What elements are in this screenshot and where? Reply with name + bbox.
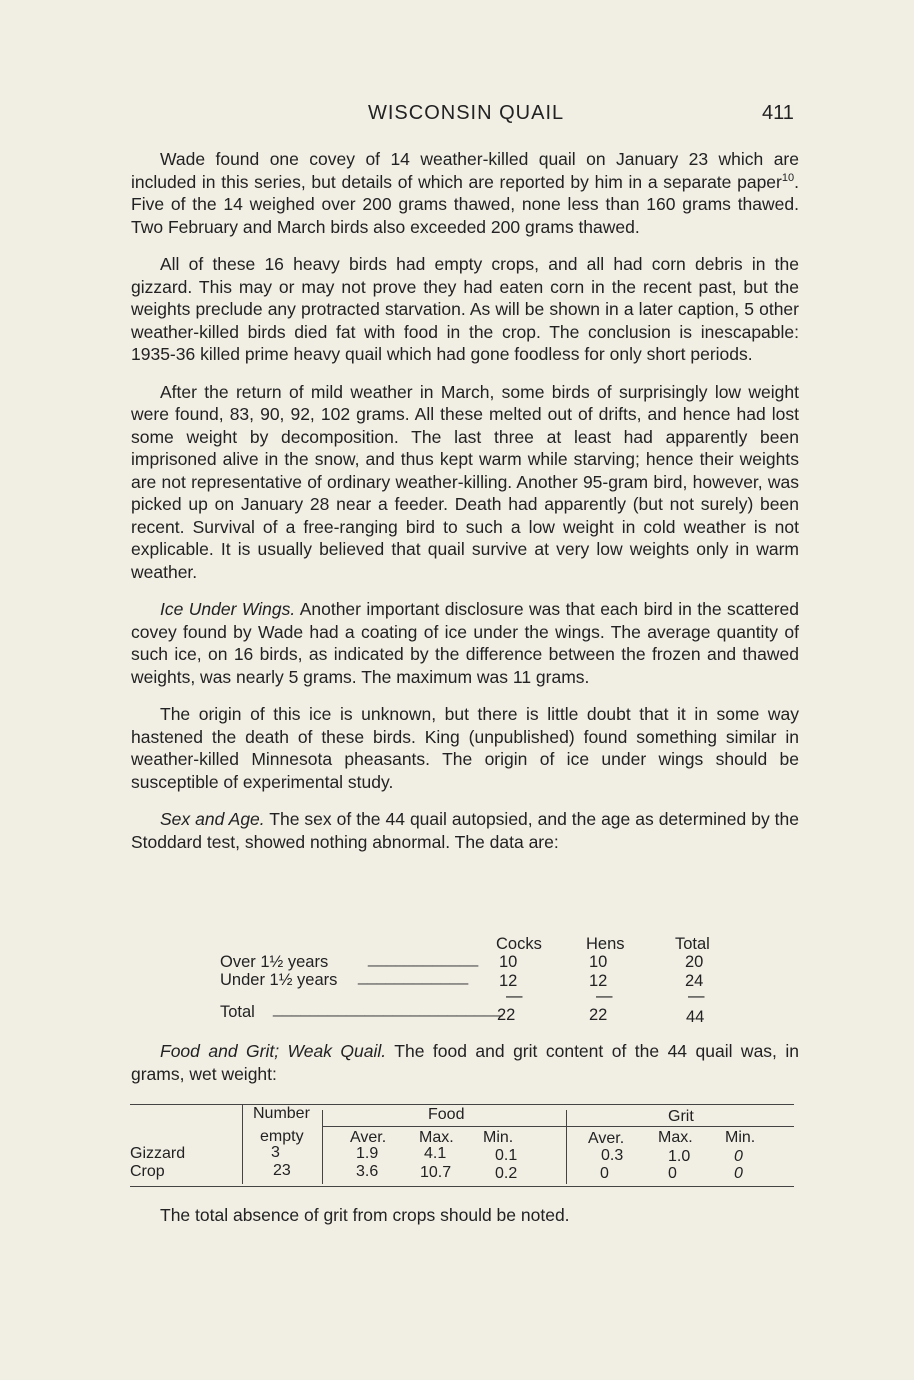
cell-cocks: 10 <box>499 953 518 971</box>
leader-dashes: _________________________ <box>273 999 503 1017</box>
section-heading-ice: Ice Under Wings. <box>160 599 296 619</box>
cell-total: 20 <box>685 953 704 971</box>
sex-age-table <box>220 935 740 1035</box>
cell-food-max: 4.1 <box>424 1145 447 1162</box>
body-text <box>131 148 799 868</box>
row-label-gizzard: Gizzard <box>130 1145 186 1162</box>
cell-grit-max: 1.0 <box>668 1148 691 1165</box>
footnote-ref: 10 <box>781 171 795 184</box>
paragraph-3: After the return of mild weather in March, some birds of surprisingly low weight were found, 83, 90, 92, 102 grams. All these melted out of drifts, and hence had lost some weight by decomposition. The last three at least had apparently been imprisoned alive in the snow, and thus kept warm while starving; hence their weights are not representative of ordinary weather-killing. Another 95-gram bird, however, was picked up on January 28 near a feeder. Death had apparently (but not surely) been recent. Survival of a free-ranging bird to such a low weight in cold weather is not explicable. It is usually believed that quail survive at very low weights only in warm weather. <box>131 381 799 582</box>
cell-number: 3 <box>271 1144 280 1161</box>
paragraph-4 <box>131 598 799 688</box>
paragraph-7-text: The food and grit content of the 44 quail was, in grams, wet weight: <box>131 1041 799 1084</box>
page-number: 411 <box>762 102 794 124</box>
subheader-food-aver: Aver. <box>350 1129 387 1146</box>
paragraph-2: All of these 16 heavy birds had empty crops, and all had corn debris in the gizzard. This may or may not prove they had eaten corn in the recent past, but the weights preclude any protracted starvation. As will be shown in a later caption, 5 other weather-killed birds died fat with food in the crop. The conclusion is inescapable: 1935-36 killed prime heavy quail which had gone foodless for only short periods. <box>131 254 799 364</box>
paragraph-6-text: The sex of the 44 quail autopsied, and the age as determined by the Stoddard test, showed nothing abnormal. The data are: <box>131 809 800 852</box>
paragraph-1 <box>131 148 799 238</box>
cell-total: 24 <box>685 972 704 990</box>
group-header-grit: Grit <box>668 1108 694 1125</box>
cell-hens: 22 <box>589 1006 608 1024</box>
sum-mark: — <box>506 987 523 1005</box>
table-divider <box>322 1110 323 1184</box>
running-title: WISCONSIN QUAIL <box>368 102 565 124</box>
subheader-grit-min: Min. <box>725 1129 756 1146</box>
cell-food-aver: 1.9 <box>356 1145 379 1162</box>
col-header-total: Total <box>675 935 710 953</box>
row-label: Over 1½ years <box>220 953 329 971</box>
row-label-crop: Crop <box>130 1163 165 1180</box>
cell-food-max: 10.7 <box>420 1164 452 1181</box>
paragraph-5: The origin of this ice is unknown, but there is little doubt that it in some way hastened the death of these birds. King (unpublished) found something similar in weather-killed Minnesota pheasants. The origin of ice under wings should be susceptible of experimental study. <box>131 704 799 792</box>
table-top-rule <box>130 1104 794 1105</box>
sum-mark: — <box>688 987 705 1005</box>
cell-grit-max: 0 <box>668 1165 677 1182</box>
cell-food-aver: 3.6 <box>356 1163 379 1180</box>
paragraph-7 <box>131 1040 799 1085</box>
closing-sentence: The total absence of grit from crops should be noted. <box>160 1205 570 1225</box>
cell-total: 44 <box>686 1008 705 1026</box>
col-header-hens: Hens <box>586 935 625 953</box>
subheader-grit-aver: Aver. <box>588 1130 625 1147</box>
subheader-grit-max: Max. <box>658 1129 693 1146</box>
paragraph-4-text: Another important disclosure was that each bird in the scattered covey found by Wade had a coating of ice under the wings. The average quantity of such ice, on 16 birds, as indicated by the difference between the frozen and thawed weights, was nearly 5 grams. The maximum was 11 grams. <box>131 599 799 687</box>
paragraph-1-text: Wade found one covey of 14 weather-killed quail on January 23 which are included in this series, but details of which are reported by him in a separate paper <box>131 149 799 192</box>
paragraph-6 <box>131 808 799 853</box>
total-row-label: Total <box>220 1003 255 1021</box>
col-header-cocks: Cocks <box>496 935 542 953</box>
leader-dashes: ____________ <box>358 967 469 985</box>
group-header-food: Food <box>428 1106 465 1123</box>
cell-hens: 12 <box>589 972 608 990</box>
cell-cocks: 12 <box>499 972 518 990</box>
table-divider <box>566 1110 567 1184</box>
cell-grit-aver: 0 <box>600 1165 609 1182</box>
cell-cocks: 22 <box>497 1006 516 1024</box>
table-bottom-rule <box>130 1186 794 1187</box>
section-heading-food-grit: Food and Grit; Weak Quail. <box>160 1041 387 1061</box>
sum-mark: — <box>596 987 613 1005</box>
subheader-food-min: Min. <box>483 1129 514 1146</box>
subheader-food-max: Max. <box>419 1129 454 1146</box>
row-label: Under 1½ years <box>220 971 338 989</box>
leader-dashes: ____________ <box>368 949 479 967</box>
group-header-rule <box>322 1126 794 1127</box>
food-grit-table <box>130 1100 798 1192</box>
table-divider <box>242 1104 243 1184</box>
cell-number: 23 <box>273 1162 291 1179</box>
cell-food-min: 0.2 <box>495 1165 518 1182</box>
cell-hens: 10 <box>589 953 608 971</box>
section-heading-sex-age: Sex and Age. <box>160 809 265 829</box>
col-header-number-sub: empty <box>260 1128 304 1145</box>
page-header <box>0 102 914 132</box>
cell-grit-min: 0 <box>734 1148 743 1165</box>
col-header-number: Number <box>253 1105 310 1122</box>
paragraph-1-text-cont: . Five of the 14 weighed over 200 grams thawed, none less than 160 grams thawed. Two February and March birds also exceeded 200 grams thawed. <box>131 171 799 237</box>
cell-grit-min: 0 <box>734 1165 743 1182</box>
cell-food-min: 0.1 <box>495 1147 518 1164</box>
cell-grit-aver: 0.3 <box>601 1147 624 1164</box>
